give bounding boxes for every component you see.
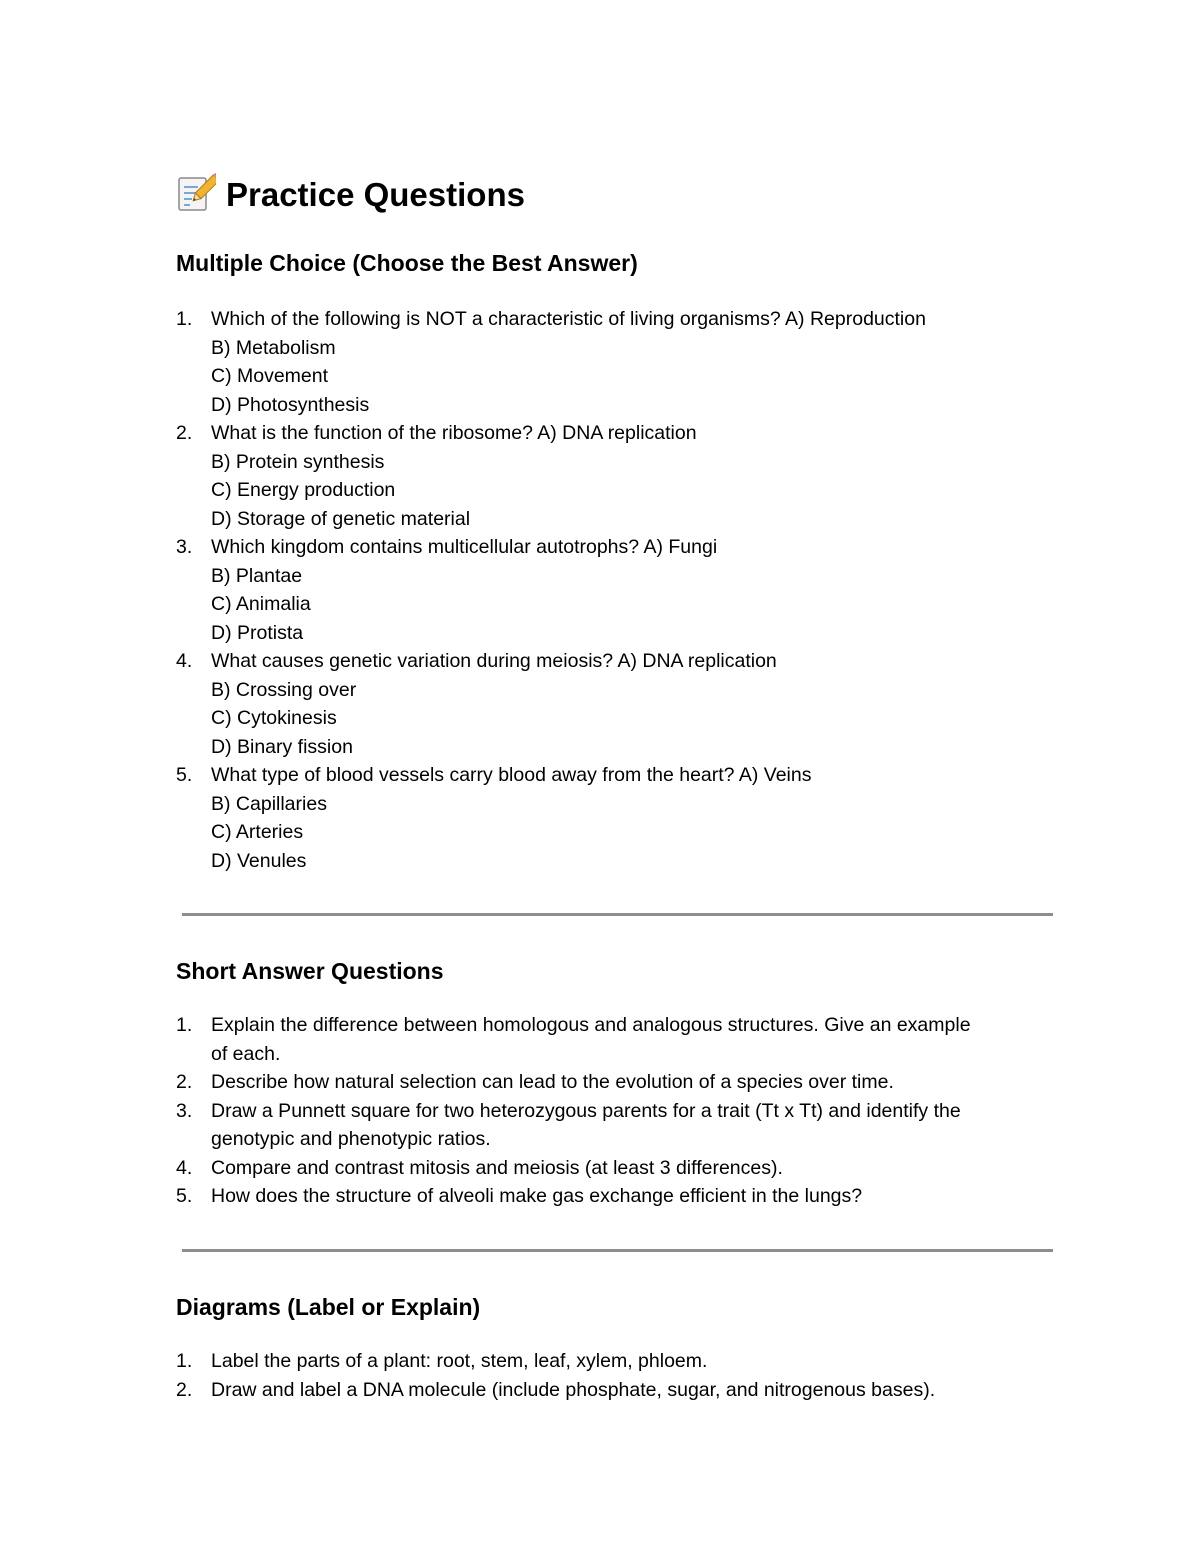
question-item <box>0 1011 1061 1068</box>
section-divider <box>182 1249 1053 1252</box>
question-text <box>211 533 1061 647</box>
question-text <box>211 1068 1061 1097</box>
section-divider <box>182 913 1053 916</box>
question-line: Which kingdom contains multicellular autotrophs? A) Fungi <box>211 536 718 558</box>
diagrams-heading: Diagrams (Label or Explain) <box>176 1294 481 1320</box>
question-text <box>211 1097 1061 1154</box>
question-text <box>211 1011 1061 1068</box>
question-item <box>0 533 1061 647</box>
memo-pencil-icon <box>176 173 216 213</box>
answer-option-line: B) Metabolism <box>211 336 336 359</box>
question-text <box>211 1182 1061 1211</box>
answer-option-line: D) Photosynthesis <box>211 393 370 416</box>
question-item <box>0 1347 1061 1376</box>
question-number: 5. <box>176 764 193 786</box>
answer-option-line: of each. <box>211 1042 281 1065</box>
multiple-choice-heading: Multiple Choice (Choose the Best Answer) <box>176 250 638 276</box>
question-item <box>0 647 1061 761</box>
question-number: 4. <box>176 1156 193 1179</box>
answer-option-line: D) Protista <box>211 621 304 644</box>
multiple-choice-list <box>0 305 1061 875</box>
question-number: 1. <box>176 1350 193 1372</box>
question-number: 4. <box>176 650 193 672</box>
question-number: 5. <box>176 1185 193 1207</box>
question-number: 3. <box>176 536 193 558</box>
question-text <box>211 761 1061 875</box>
answer-option-line: C) Animalia <box>211 593 311 615</box>
question-text <box>211 1347 1061 1376</box>
question-line: What type of blood vessels carry blood away from the heart? A) Veins <box>211 764 812 786</box>
question-number: 2. <box>176 422 193 444</box>
question-line: Explain the difference between homologous and analogous structures. Give an example <box>211 1014 971 1036</box>
question-text <box>211 305 1061 419</box>
question-number: 1. <box>176 1014 193 1036</box>
page-title <box>176 173 525 217</box>
question-line: Label the parts of a plant: root, stem, leaf, xylem, phloem. <box>211 1350 708 1372</box>
question-text <box>211 647 1061 761</box>
question-item <box>0 761 1061 875</box>
question-text <box>211 1376 1061 1405</box>
question-line: Draw a Punnett square for two heterozygous parents for a trait (Tt x Tt) and identify the <box>211 1099 961 1122</box>
question-line: How does the structure of alveoli make gas exchange efficient in the lungs? <box>211 1185 863 1207</box>
question-text <box>211 419 1061 533</box>
question-line: What is the function of the ribosome? A) DNA replication <box>211 422 697 444</box>
answer-option-line: B) Plantae <box>211 564 303 587</box>
question-item <box>0 305 1061 419</box>
page-title-text: Practice Questions <box>226 176 525 213</box>
answer-option-line: D) Venules <box>211 849 307 872</box>
question-item <box>0 1154 1061 1183</box>
answer-option-line: D) Storage of genetic material <box>211 507 471 530</box>
question-number: 2. <box>176 1378 193 1401</box>
answer-option-line: B) Crossing over <box>211 678 357 701</box>
answer-option-line: C) Arteries <box>211 821 304 843</box>
question-item <box>0 1182 1061 1211</box>
question-number: 1. <box>176 308 193 330</box>
short-answer-heading: Short Answer Questions <box>176 958 444 984</box>
answer-option-line: D) Binary fission <box>211 735 353 758</box>
question-text <box>211 1154 1061 1183</box>
question-item <box>0 1097 1061 1154</box>
question-line: What causes genetic variation during meiosis? A) DNA replication <box>211 650 777 672</box>
question-line: Describe how natural selection can lead to the evolution of a species over time. <box>211 1071 894 1093</box>
answer-option-line: B) Protein synthesis <box>211 450 385 473</box>
diagrams-list <box>0 1347 1061 1404</box>
question-item <box>0 419 1061 533</box>
answer-option-line: genotypic and phenotypic ratios. <box>211 1128 491 1150</box>
answer-option-line: C) Cytokinesis <box>211 707 337 729</box>
question-item <box>0 1376 1061 1405</box>
question-line: Draw and label a DNA molecule (include phosphate, sugar, and nitrogenous bases). <box>211 1378 936 1401</box>
question-number: 3. <box>176 1099 193 1122</box>
answer-option-line: B) Capillaries <box>211 792 327 815</box>
question-line: Compare and contrast mitosis and meiosis (at least 3 differences). <box>211 1156 783 1179</box>
question-line: Which of the following is NOT a characteristic of living organisms? A) Reproduction <box>211 308 926 330</box>
question-item <box>0 1068 1061 1097</box>
answer-option-line: C) Movement <box>211 365 329 387</box>
answer-option-line: C) Energy production <box>211 479 396 501</box>
question-number: 2. <box>176 1071 193 1093</box>
short-answer-list <box>0 1011 1061 1211</box>
